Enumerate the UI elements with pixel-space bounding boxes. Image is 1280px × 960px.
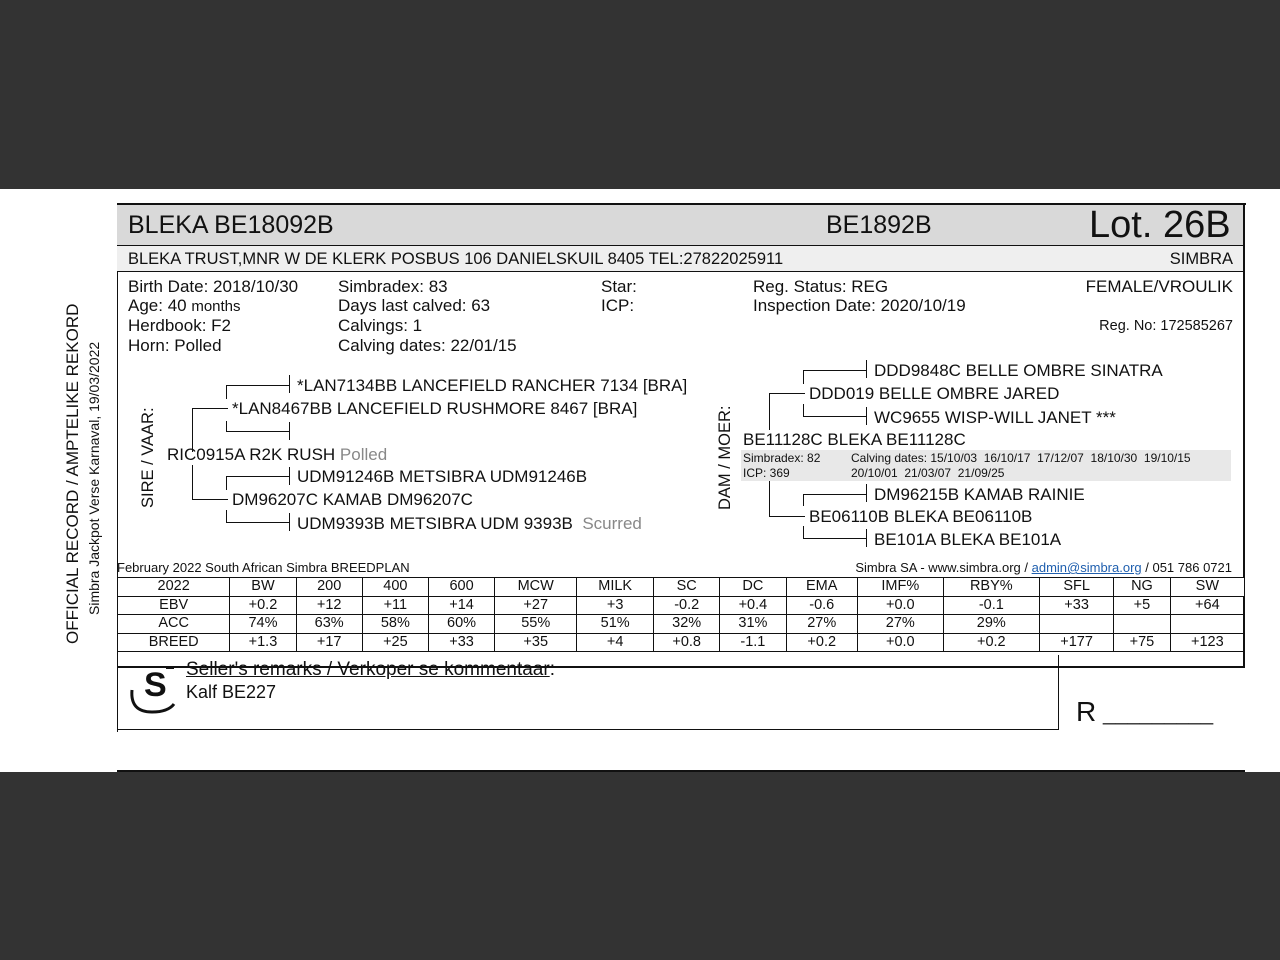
animal-id-code: BE1892B (826, 211, 932, 239)
table-cell: +0.2 (786, 633, 857, 652)
table-header-cell: SW (1170, 578, 1244, 597)
table-cell: +1.3 (230, 633, 296, 652)
table-cell: +27 (495, 596, 577, 615)
sire-sire-sire: *LAN7134BB LANCEFIELD RANCHER 7134 [BRA] (297, 376, 688, 395)
dam-calving-dates: Calving dates: 15/10/03 16/10/17 17/12/07 18/10/30 19/10/15 (851, 451, 1191, 465)
table-cell: +64 (1170, 596, 1244, 615)
dam-dam: BE06110B BLEKA BE06110B (809, 507, 1033, 526)
pedigree-line (289, 375, 290, 393)
herdbook: Herdbook: F2 (128, 316, 231, 335)
email-link[interactable]: admin@simbra.org (1031, 560, 1142, 575)
next-card-edge (117, 770, 1245, 772)
sire-name (167, 445, 387, 465)
pedigree-line (226, 476, 227, 490)
dam-sire: DDD019 BELLE OMBRE JARED (809, 384, 1060, 403)
table-cell: EBV (118, 596, 230, 615)
sire-dam-sire: UDM91246B METSIBRA UDM91246B (297, 467, 588, 486)
sex: FEMALE/VROULIK (1085, 277, 1233, 296)
table-cell (1114, 615, 1170, 634)
dam-dam-sire: DM96215B KAMAB RAINIE (874, 485, 1085, 504)
table-header-cell: 400 (362, 578, 428, 597)
pedigree-line (803, 370, 867, 371)
dam-name: BE11128C BLEKA BE11128C (743, 430, 966, 449)
pedigree-line (866, 484, 867, 502)
table-header-cell: MILK (577, 578, 654, 597)
table-cell: +0.0 (857, 633, 943, 652)
breed-row (118, 633, 1245, 652)
table-cell: -0.6 (786, 596, 857, 615)
sire-dam-dam-note: Scurred (582, 514, 642, 533)
pedigree-line (866, 407, 867, 425)
pedigree-line (226, 421, 227, 431)
dam-sire-sire: DDD9848C BELLE OMBRE SINATRA (874, 361, 1163, 380)
table-cell: +0.4 (720, 596, 786, 615)
dam-dam-dam: BE101A BLEKA BE101A (874, 530, 1062, 549)
pedigree-line (803, 404, 804, 416)
remarks-text[interactable]: Kalf BE227 (186, 682, 277, 702)
table-cell: +123 (1170, 633, 1244, 652)
breedplan-source: February 2022 South African Simbra BREEDPLAN (117, 560, 410, 575)
pedigree-line (226, 510, 227, 522)
pedigree-line (803, 538, 867, 539)
table-cell: +25 (362, 633, 428, 652)
pedigree-line (769, 393, 770, 430)
horn: Horn: Polled (128, 336, 222, 355)
ebv-table (117, 577, 1245, 652)
table-cell: +14 (428, 596, 494, 615)
price-currency: R (1076, 696, 1097, 727)
sire-horn-note: Polled (339, 445, 388, 464)
table-cell: 60% (428, 615, 494, 634)
sire-dam-dam (297, 514, 642, 534)
table-cell: 51% (577, 615, 654, 634)
remarks-title-text: Seller's remarks / Verkoper se kommentaar (186, 659, 550, 680)
dam-calving-dates-cont: 20/10/01 21/03/07 21/09/25 (851, 466, 1005, 480)
table-cell: +0.2 (943, 633, 1039, 652)
table-header-cell: 200 (296, 578, 362, 597)
table-cell: 31% (720, 615, 786, 634)
sire-name-text: RIC0915A R2K RUSH (167, 445, 336, 464)
table-cell (1040, 615, 1114, 634)
pedigree-line (866, 360, 867, 378)
table-header-cell: SC (654, 578, 720, 597)
table-cell: ACC (118, 615, 230, 634)
table-cell: 63% (296, 615, 362, 634)
dam-sire-dam: WC9655 WISP-WILL JANET *** (874, 408, 1116, 427)
pedigree-line (226, 431, 290, 432)
table-cell: +75 (1114, 633, 1170, 652)
table-cell: 74% (230, 615, 296, 634)
table-cell: 55% (495, 615, 577, 634)
table-cell: +0.2 (230, 596, 296, 615)
pedigree-line (289, 513, 290, 531)
table-cell: +177 (1040, 633, 1114, 652)
pedigree-line (803, 494, 804, 506)
table-header-cell: IMF% (857, 578, 943, 597)
table-header-cell: MCW (495, 578, 577, 597)
table-cell: BREED (118, 633, 230, 652)
acc-row (118, 615, 1245, 634)
ebv-row (118, 596, 1245, 615)
contact-suffix: / 051 786 0721 (1141, 560, 1232, 575)
table-header-cell: BW (230, 578, 296, 597)
lot-number: Lot. 26B (1089, 204, 1231, 246)
table-header-cell: SFL (1040, 578, 1114, 597)
table-cell: +35 (495, 633, 577, 652)
table-cell: 58% (362, 615, 428, 634)
ebv-header-row (118, 578, 1245, 597)
bottom-dark-band (0, 772, 1280, 960)
inspection-date: Inspection Date: 2020/10/19 (753, 296, 966, 315)
price-input-line[interactable]: _________ (1103, 700, 1214, 725)
breed-label: SIMBRA (1169, 250, 1233, 268)
dam-icp: ICP: 369 (743, 466, 790, 480)
table-cell: +33 (428, 633, 494, 652)
sire-label: SIRE / VAAR: (139, 407, 157, 508)
table-cell: +11 (362, 596, 428, 615)
pedigree-line (192, 465, 193, 499)
animal-name: BLEKA BE18092B (128, 211, 334, 239)
pedigree-line (289, 422, 290, 440)
pedigree-line (226, 476, 290, 477)
calvings: Calvings: 1 (338, 316, 423, 335)
table-header-cell: EMA (786, 578, 857, 597)
pedigree-line (226, 385, 227, 399)
table-cell (1170, 615, 1244, 634)
pedigree-line (803, 494, 867, 495)
pedigree-line (803, 370, 804, 384)
table-header-cell: RBY% (943, 578, 1039, 597)
days-last-calved: Days last calved: 63 (338, 296, 491, 315)
table-cell: -0.2 (654, 596, 720, 615)
table-cell: -1.1 (720, 633, 786, 652)
pedigree-line (226, 385, 290, 386)
remarks-title-colon: : (549, 659, 555, 680)
icp: ICP: (601, 296, 635, 315)
official-record-label: OFFICIAL RECORD / AMPTELIKE REKORD (63, 303, 82, 644)
pedigree-line (769, 481, 770, 516)
table-cell: +3 (577, 596, 654, 615)
table-cell: +12 (296, 596, 362, 615)
table-cell: +0.8 (654, 633, 720, 652)
age-value: Age: 40 (128, 296, 192, 315)
sire-dam: DM96207C KAMAB DM96207C (232, 490, 473, 509)
dam-label: DAM / MOER: (716, 405, 734, 510)
birth-date: Birth Date: 2018/10/30 (128, 277, 299, 296)
sire-sire: *LAN8467BB LANCEFIELD RUSHMORE 8467 [BRA] (232, 399, 638, 418)
pedigree-line (226, 522, 290, 523)
dam-simbradex: Simbradex: 82 (743, 451, 821, 465)
pedigree-line (769, 516, 805, 517)
table-cell: +0.0 (857, 596, 943, 615)
table-header-cell: DC (720, 578, 786, 597)
remarks-title (186, 659, 555, 681)
table-cell: +5 (1114, 596, 1170, 615)
pedigree-line (866, 529, 867, 547)
table-cell: +17 (296, 633, 362, 652)
table-header-cell: 600 (428, 578, 494, 597)
table-cell: +33 (1040, 596, 1114, 615)
age-unit: months (191, 298, 241, 315)
owner-details: BLEKA TRUST,MNR W DE KLERK POSBUS 106 DANIELSKUIL 8405 TEL:27822025911 (128, 250, 784, 268)
table-cell: 27% (857, 615, 943, 634)
pedigree-line (803, 526, 804, 538)
table-cell: 32% (654, 615, 720, 634)
top-dark-band (0, 0, 1280, 189)
table-header-cell: 2022 (118, 578, 230, 597)
logo-letter: S (144, 666, 167, 704)
table-cell: +4 (577, 633, 654, 652)
calving-dates: Calving dates: 22/01/15 (338, 336, 517, 355)
table-cell: 27% (786, 615, 857, 634)
reg-number: Reg. No: 172585267 (1099, 318, 1233, 334)
pedigree-line (803, 416, 867, 417)
reg-status: Reg. Status: REG (753, 277, 889, 296)
table-cell: -0.1 (943, 596, 1039, 615)
pedigree-line (289, 467, 290, 485)
table-header-cell: NG (1114, 578, 1170, 597)
pedigree-line (769, 393, 805, 394)
pedigree-line (192, 408, 228, 409)
pedigree-line (192, 499, 228, 500)
breedplan-contact (855, 560, 1232, 575)
sale-info-label: Simbra Jackpot Verse Karnaval, 19/03/2022 (86, 341, 102, 615)
contact-prefix: Simbra SA - www.simbra.org / (855, 560, 1032, 575)
sire-dam-dam-text: UDM9393B METSIBRA UDM 9393B (297, 514, 573, 533)
star: Star: (601, 277, 637, 296)
table-cell: 29% (943, 615, 1039, 634)
simbradex: Simbradex: 83 (338, 277, 448, 296)
age (128, 296, 241, 316)
